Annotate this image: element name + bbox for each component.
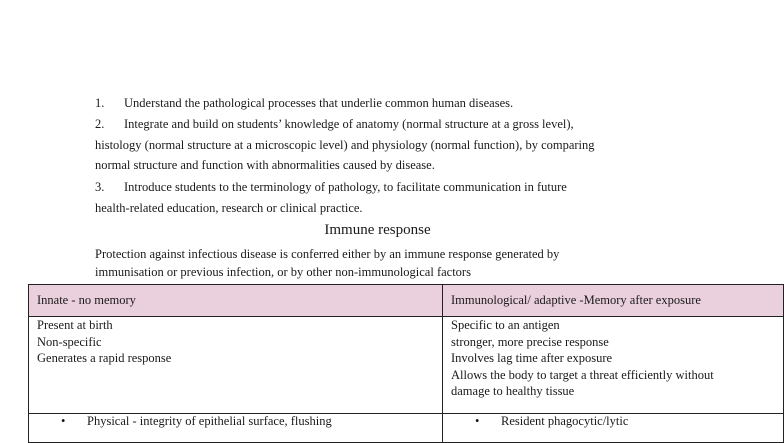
intro-paragraph — [95, 245, 695, 281]
innate-properties-cell — [29, 317, 443, 414]
list-item: Specific to an antigen — [451, 318, 560, 332]
objective-2 — [95, 114, 695, 176]
section-heading: Immune response — [324, 222, 431, 238]
bullet-icon — [37, 414, 87, 429]
list-item: damage to healthy tissue — [451, 384, 575, 399]
table-row — [29, 317, 784, 414]
bullet-icon — [451, 414, 501, 429]
objective-text-line: histology (normal structure at a microscopic level) and physiology (normal function), by comparing — [95, 137, 595, 152]
list-item: Involves lag time after exposure — [451, 351, 613, 366]
list-item: stronger, more precise response — [451, 334, 609, 349]
list-item: Physical - integrity of epithelial surface, flushing — [87, 414, 332, 428]
objective-text: Understand the pathological processes that underlie common human diseases. — [124, 96, 514, 110]
header-adaptive: Immunological/ adaptive -Memory after exposure — [443, 285, 784, 317]
immune-comparison-table — [28, 284, 784, 443]
objective-number: 1. — [95, 96, 105, 110]
list-item: Non-specific — [37, 334, 102, 349]
objective-text-line: normal structure and function with abnormalities caused by disease. — [95, 158, 435, 172]
objective-text-line: health-related education, research or clinical practice. — [95, 200, 363, 215]
innate-bullet-cell — [29, 414, 443, 443]
table-row — [29, 414, 784, 443]
objective-text-line: Integrate and build on students’ knowledge of anatomy (normal structure at a gross level), — [124, 117, 574, 131]
table-header-row — [29, 285, 784, 317]
list-item: Generates a rapid response — [37, 351, 172, 366]
adaptive-bullet-cell — [443, 414, 784, 443]
objective-3 — [95, 177, 695, 218]
objective-number: 3. — [95, 180, 105, 194]
list-item: Resident phagocytic/lytic — [501, 414, 629, 428]
objective-1 — [95, 93, 695, 114]
intro-line: immunisation or previous infection, or by other non-immunological factors — [95, 265, 471, 279]
list-item: Allows the body to target a threat efficiently without — [451, 367, 714, 382]
objective-text-line: Introduce students to the terminology of pathology, to facilitate communication in future — [124, 180, 567, 194]
list-item: Present at birth — [37, 318, 113, 332]
header-innate: Innate - no memory — [29, 285, 443, 317]
intro-line: Protection against infectious disease is conferred either by an immune response generated by — [95, 247, 560, 261]
adaptive-properties-cell — [443, 317, 784, 414]
objective-number: 2. — [95, 117, 105, 131]
